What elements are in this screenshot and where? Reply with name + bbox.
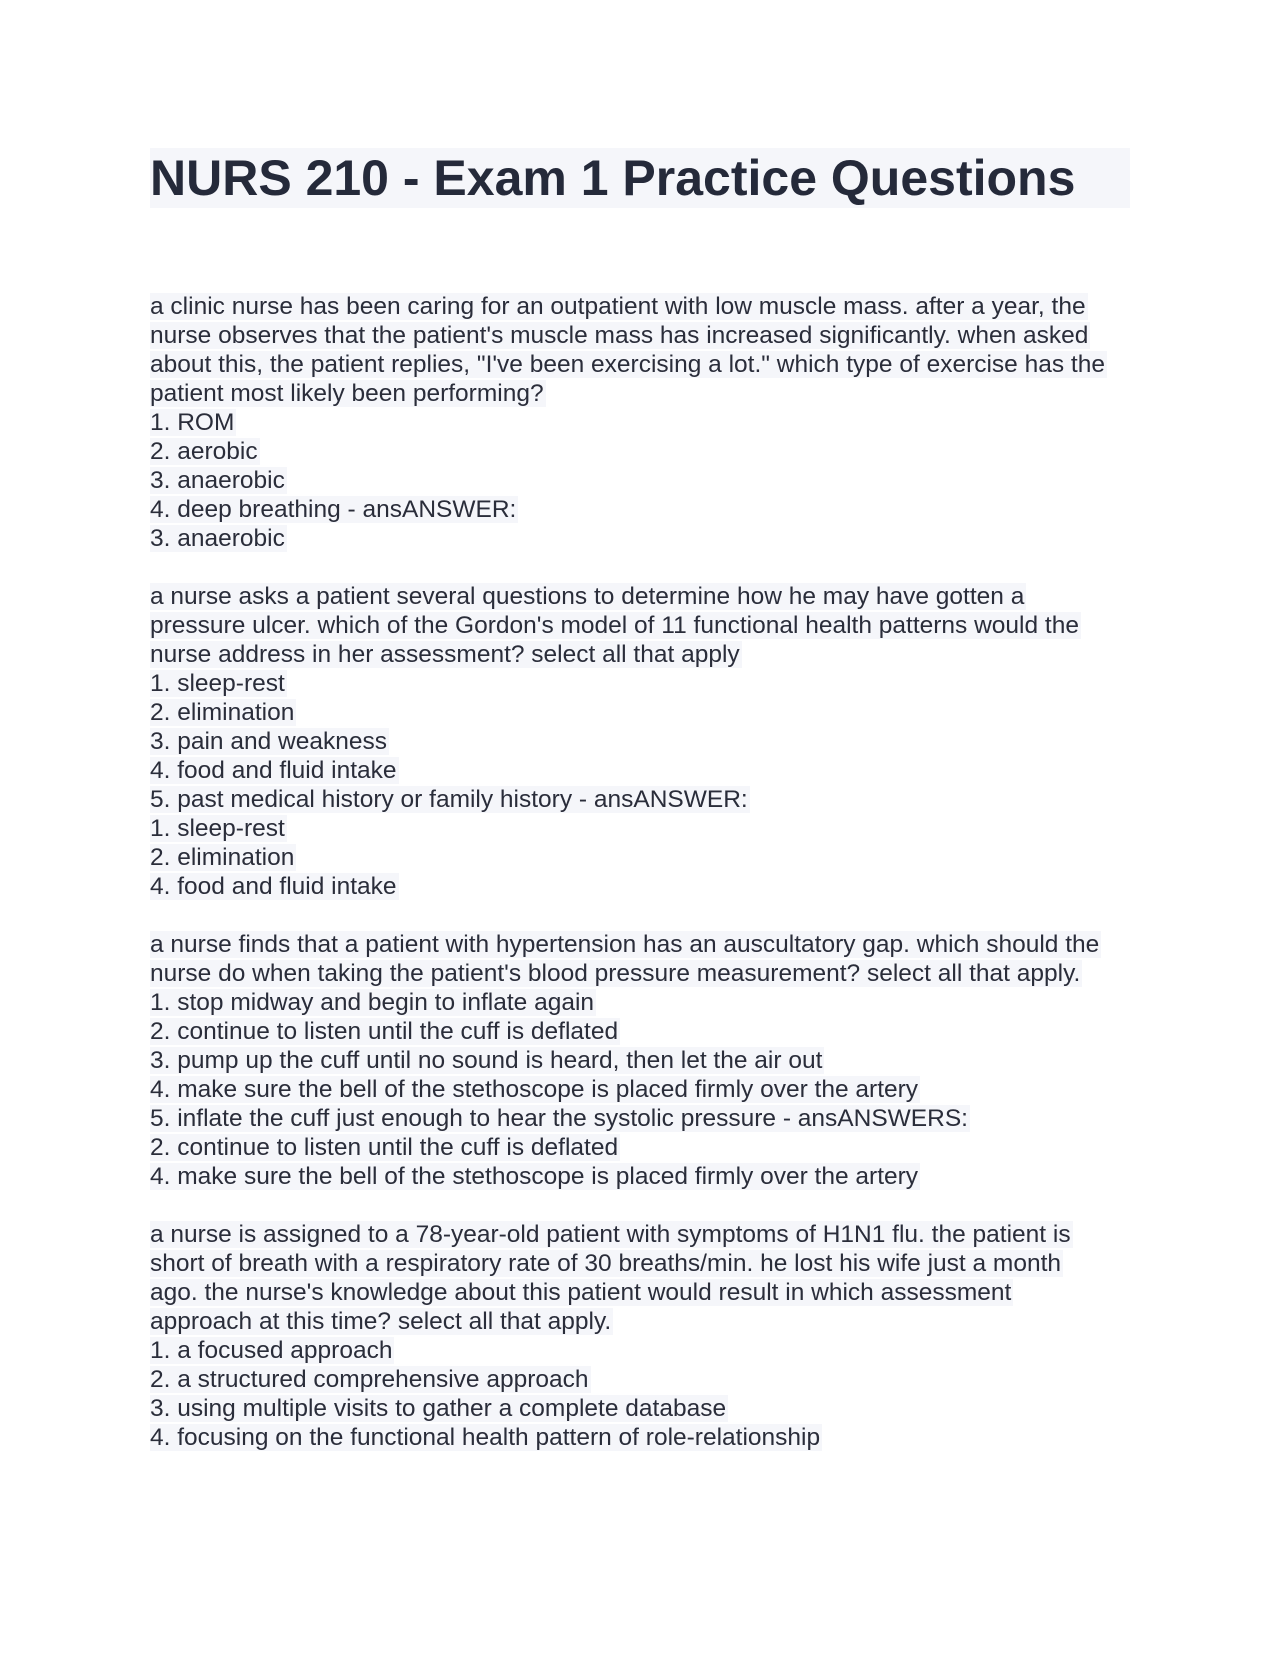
question-line <box>150 1075 1130 1104</box>
question-line <box>150 1423 1130 1452</box>
question-line <box>150 669 1130 698</box>
question-line-text: 2. a structured comprehensive approach <box>150 1366 589 1393</box>
question-line <box>150 1336 1130 1365</box>
question-line <box>150 930 1130 959</box>
question-line <box>150 1220 1130 1249</box>
question-line-text: approach at this time? select all that apply. <box>150 1308 612 1335</box>
question-line <box>150 698 1130 727</box>
question-line-text: short of breath with a respiratory rate of 30 breaths/min. he lost his wife just a month <box>150 1250 1062 1277</box>
question-line <box>150 408 1130 437</box>
question-line <box>150 350 1130 379</box>
question-line-text: 5. inflate the cuff just enough to hear the systolic pressure - ansANSWERS: <box>150 1105 968 1132</box>
question-line <box>150 959 1130 988</box>
question-line <box>150 1017 1130 1046</box>
question-line <box>150 437 1130 466</box>
question-line-text: patient most likely been performing? <box>150 380 544 407</box>
question-line-text: nurse do when taking the patient's blood pressure measurement? select all that apply. <box>150 960 1081 987</box>
question-line <box>150 814 1130 843</box>
question-line <box>150 843 1130 872</box>
question-line-text: a nurse is assigned to a 78-year-old patient with symptoms of H1N1 flu. the patient is <box>150 1221 1071 1248</box>
question-line <box>150 582 1130 611</box>
question-line <box>150 1104 1130 1133</box>
question-line-text: 4. make sure the bell of the stethoscope is placed firmly over the artery <box>150 1076 919 1103</box>
question-line-text: 1. sleep-rest <box>150 815 285 842</box>
title-block <box>150 148 1130 208</box>
question-line-text: 2. elimination <box>150 844 295 871</box>
question-line-text: a nurse finds that a patient with hypertension has an auscultatory gap. which should the <box>150 931 1100 958</box>
question-block <box>150 292 1130 553</box>
question-line-text: a clinic nurse has been caring for an outpatient with low muscle mass. after a year, the <box>150 293 1086 320</box>
question-line <box>150 292 1130 321</box>
question-line <box>150 495 1130 524</box>
question-line <box>150 1365 1130 1394</box>
question-line <box>150 524 1130 553</box>
question-line-text: a nurse asks a patient several questions to determine how he may have gotten a <box>150 583 1025 610</box>
document-page <box>150 148 1130 1481</box>
question-line <box>150 1046 1130 1075</box>
question-line-text: 3. pump up the cuff until no sound is heard, then let the air out <box>150 1047 823 1074</box>
question-line-text: 4. food and fluid intake <box>150 757 397 784</box>
question-list <box>150 292 1130 1452</box>
question-line <box>150 611 1130 640</box>
question-line-text: 2. continue to listen until the cuff is deflated <box>150 1134 619 1161</box>
question-line-text: 1. a focused approach <box>150 1337 393 1364</box>
question-line-text: 3. pain and weakness <box>150 728 387 755</box>
question-line-text: 2. aerobic <box>150 438 258 465</box>
question-line-text: 1. sleep-rest <box>150 670 285 697</box>
question-line <box>150 1162 1130 1191</box>
question-line <box>150 727 1130 756</box>
question-line <box>150 988 1130 1017</box>
question-line-text: 1. ROM <box>150 409 235 436</box>
question-line-text: ago. the nurse's knowledge about this patient would result in which assessment <box>150 1279 1012 1306</box>
question-line-text: 4. food and fluid intake <box>150 873 397 900</box>
question-block <box>150 1220 1130 1452</box>
question-line-text: 2. elimination <box>150 699 295 726</box>
question-line <box>150 1249 1130 1278</box>
question-line-text: 5. past medical history or family history - ansANSWER: <box>150 786 748 813</box>
question-line <box>150 1394 1130 1423</box>
question-line <box>150 640 1130 669</box>
question-line-text: nurse address in her assessment? select all that apply <box>150 641 740 668</box>
question-line-text: 1. stop midway and begin to inflate again <box>150 989 595 1016</box>
question-line <box>150 756 1130 785</box>
question-line-text: 3. using multiple visits to gather a complete database <box>150 1395 727 1422</box>
page-title: NURS 210 - Exam 1 Practice Questions <box>150 150 1076 206</box>
question-line-text: 2. continue to listen until the cuff is deflated <box>150 1018 619 1045</box>
question-line-text: about this, the patient replies, "I've been exercising a lot." which type of exercise has the <box>150 351 1105 378</box>
question-line <box>150 785 1130 814</box>
question-line <box>150 1278 1130 1307</box>
question-line-text: pressure ulcer. which of the Gordon's model of 11 functional health patterns would the <box>150 612 1079 639</box>
question-block <box>150 582 1130 901</box>
question-line-text: 4. focusing on the functional health pattern of role-relationship <box>150 1424 821 1451</box>
question-block <box>150 930 1130 1191</box>
question-line-text: 4. deep breathing - ansANSWER: <box>150 496 517 523</box>
question-line-text: nurse observes that the patient's muscle mass has increased significantly. when asked <box>150 322 1089 349</box>
question-line <box>150 379 1130 408</box>
question-line <box>150 1133 1130 1162</box>
question-line <box>150 321 1130 350</box>
question-line-text: 3. anaerobic <box>150 467 285 494</box>
question-line-text: 3. anaerobic <box>150 525 285 552</box>
question-line-text: 4. make sure the bell of the stethoscope is placed firmly over the artery <box>150 1163 919 1190</box>
question-line <box>150 1307 1130 1336</box>
question-line <box>150 466 1130 495</box>
question-line <box>150 872 1130 901</box>
